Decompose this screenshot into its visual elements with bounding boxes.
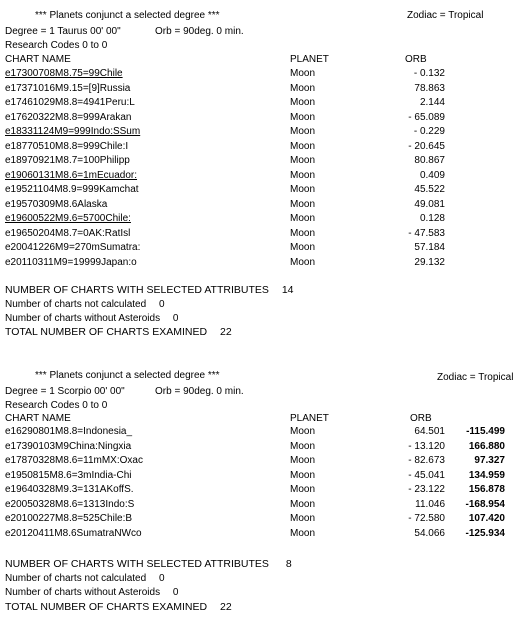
report-section-2 xyxy=(0,360,520,627)
chart-name-cell: e20041226M9=270mSumatra: xyxy=(5,242,141,253)
chart-name-cell: e20120411M8.6SumatraNWco xyxy=(5,527,142,539)
chart-name-cell: e19570309M8.6Alaska xyxy=(5,198,108,210)
orb-cell: 0.128 xyxy=(419,213,445,224)
planet-cell: Moon xyxy=(290,126,316,137)
summary-with-attrs xyxy=(5,284,294,296)
chart-name-cell: e18770510M8.8=999Chile:I xyxy=(5,140,129,152)
planet-cell: Moon xyxy=(290,184,316,195)
summary-with-attrs-label: NUMBER OF CHARTS WITH SELECTED ATTRIBUTES xyxy=(5,558,269,570)
chart-name-cell: e17461029M8.8=4941Peru:L xyxy=(5,97,135,108)
summary-no-asteroids-value: 0 xyxy=(172,313,179,324)
opposite-orb-cell: 107.420 xyxy=(468,513,505,524)
chart-name-cell: e19060131M8.6=1mEcuador: xyxy=(5,169,138,181)
summary-total-value: 22 xyxy=(219,601,232,613)
col-header-chart-name: CHART NAME xyxy=(5,413,71,424)
chart-name-cell: e17371016M9.15=[9]Russia xyxy=(5,82,131,94)
planet-cell: Moon xyxy=(290,513,316,524)
orb-cell: 54.066 xyxy=(414,527,445,539)
summary-total-value: 22 xyxy=(219,326,232,338)
planet-cell: Moon xyxy=(290,213,316,224)
opposite-orb-cell: 97.327 xyxy=(474,455,505,466)
summary-with-attrs-value: 8 xyxy=(285,558,292,570)
summary-no-asteroids-value: 0 xyxy=(172,587,179,598)
orb-setting: Orb = 90deg. 0 min. xyxy=(155,26,244,37)
planet-cell: Moon xyxy=(290,469,316,481)
orb-cell: - 0.132 xyxy=(413,68,445,79)
orb-cell: 2.144 xyxy=(419,97,445,108)
planet-cell: Moon xyxy=(290,140,316,152)
summary-total xyxy=(5,326,232,338)
orb-cell: 29.132 xyxy=(414,256,445,268)
summary-not-calculated xyxy=(5,573,165,585)
summary-with-attrs-value: 14 xyxy=(281,284,294,296)
opposite-orb-cell: -115.499 xyxy=(466,426,505,437)
chart-name-cell: e17620322M8.8=999Arakan xyxy=(5,111,132,123)
orb-cell: 45.522 xyxy=(414,184,445,195)
orb-cell: - 65.089 xyxy=(408,111,445,123)
opposite-orb-cell: 166.880 xyxy=(468,440,505,452)
report-title: *** Planets conjunct a selected degree *** xyxy=(35,370,220,381)
report-title: *** Planets conjunct a selected degree *** xyxy=(35,10,220,21)
zodiac-label: Zodiac = Tropical xyxy=(437,372,514,383)
summary-not-calc-value: 0 xyxy=(158,573,165,584)
orb-cell: 11.046 xyxy=(415,498,445,510)
planet-cell: Moon xyxy=(290,169,316,181)
chart-name-cell: e19521104M8.9=999Kamchat xyxy=(5,184,139,195)
summary-total xyxy=(5,601,232,613)
summary-not-calc-label: Number of charts not calculated xyxy=(5,573,147,584)
chart-name-cell: e18970921M8.7=100Philipp xyxy=(5,155,130,166)
col-header-chart-name: CHART NAME xyxy=(5,54,71,65)
planet-cell: Moon xyxy=(290,97,316,108)
planet-cell: Moon xyxy=(290,426,316,437)
opposite-orb-cell: 134.959 xyxy=(468,469,505,481)
chart-name-cell: e19640328M9.3=131AKoffS. xyxy=(5,484,134,495)
summary-no-asteroids-label: Number of charts without Asteroids xyxy=(5,313,161,324)
planet-cell: Moon xyxy=(290,198,316,210)
orb-cell: - 20.645 xyxy=(408,140,445,152)
summary-not-calculated xyxy=(5,299,165,311)
planet-cell: Moon xyxy=(290,242,316,253)
orb-cell: - 0.229 xyxy=(413,126,445,137)
orb-cell: 64.501 xyxy=(414,426,445,437)
orb-cell: 80.867 xyxy=(414,155,445,166)
orb-cell: 0.409 xyxy=(419,169,445,181)
planet-cell: Moon xyxy=(290,256,316,268)
col-header-orb: ORB xyxy=(405,54,427,65)
research-codes: Research Codes 0 to 0 xyxy=(5,400,108,411)
chart-name-cell: e1950815M8.6=3mIndia-Chi xyxy=(5,469,132,481)
summary-not-calc-value: 0 xyxy=(158,299,165,310)
orb-cell: - 72.580 xyxy=(408,513,445,524)
col-header-planet: PLANET xyxy=(290,413,329,424)
orb-cell: - 47.583 xyxy=(408,227,445,239)
chart-name-cell: e19650204M8.7=0AK:RatIsl xyxy=(5,227,131,239)
chart-name-cell: e17870328M8.6=11mMX:Oxac xyxy=(5,455,143,466)
chart-name-cell: e17300708M8.75=99Chile xyxy=(5,68,123,79)
planet-cell: Moon xyxy=(290,440,316,452)
planet-cell: Moon xyxy=(290,527,316,539)
orb-cell: - 82.673 xyxy=(408,455,445,466)
chart-name-cell: e16290801M8.8=Indonesia_ xyxy=(5,426,133,437)
planet-cell: Moon xyxy=(290,498,316,510)
opposite-orb-cell: -125.934 xyxy=(465,527,505,539)
chart-name-cell: e20110311M9=19999Japan:o xyxy=(5,256,137,268)
summary-no-asteroids-label: Number of charts without Asteroids xyxy=(5,587,161,598)
planet-cell: Moon xyxy=(290,111,316,123)
opposite-orb-cell: 156.878 xyxy=(468,484,505,495)
planet-cell: Moon xyxy=(290,484,316,495)
orb-cell: - 13.120 xyxy=(408,440,445,452)
col-header-orb: ORB xyxy=(410,413,432,424)
summary-with-attrs-label: NUMBER OF CHARTS WITH SELECTED ATTRIBUTES xyxy=(5,284,269,296)
chart-name-cell: e18331124M9=999Indo:SSum xyxy=(5,126,141,137)
orb-cell: - 45.041 xyxy=(408,469,445,481)
col-header-planet: PLANET xyxy=(290,54,329,65)
zodiac-label: Zodiac = Tropical xyxy=(407,10,484,21)
planet-cell: Moon xyxy=(290,82,316,94)
planet-cell: Moon xyxy=(290,68,316,79)
orb-cell: - 23.122 xyxy=(408,484,445,495)
research-codes: Research Codes 0 to 0 xyxy=(5,40,108,51)
planet-cell: Moon xyxy=(290,227,316,239)
orb-setting: Orb = 90deg. 0 min. xyxy=(155,386,244,397)
summary-no-asteroids xyxy=(5,313,178,325)
summary-total-label: TOTAL NUMBER OF CHARTS EXAMINED xyxy=(5,326,208,338)
orb-cell: 49.081 xyxy=(414,198,445,210)
planet-cell: Moon xyxy=(290,455,316,466)
chart-name-cell: e19600522M9.6=5700Chile: xyxy=(5,213,131,224)
summary-total-label: TOTAL NUMBER OF CHARTS EXAMINED xyxy=(5,601,208,613)
planet-cell: Moon xyxy=(290,155,316,166)
chart-name-cell: e20050328M8.6=1313Indo:S xyxy=(5,498,135,510)
chart-name-cell: e17390103M9China:Ningxia xyxy=(5,440,132,452)
opposite-orb-cell: -168.954 xyxy=(465,498,505,510)
orb-cell: 78.863 xyxy=(414,82,445,94)
summary-with-attrs xyxy=(5,558,292,570)
orb-cell: 57.184 xyxy=(414,242,445,253)
degree-line: Degree = 1 Taurus 00' 00" xyxy=(5,26,121,37)
chart-name-cell: e20100227M8.8=525Chile:B xyxy=(5,513,133,524)
summary-not-calc-label: Number of charts not calculated xyxy=(5,299,147,310)
degree-line: Degree = 1 Scorpio 00' 00" xyxy=(5,386,125,397)
summary-no-asteroids xyxy=(5,587,178,599)
